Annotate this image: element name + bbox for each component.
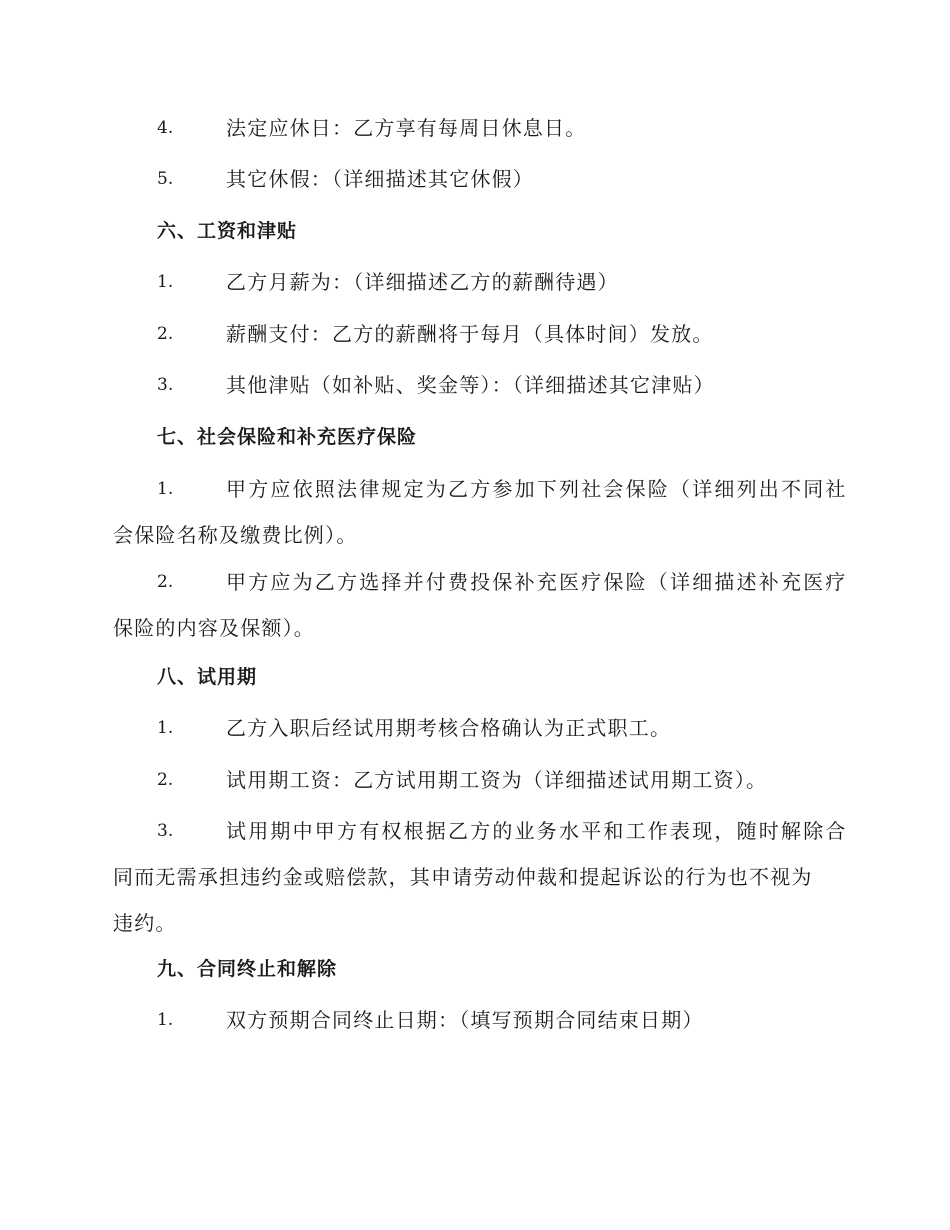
item-number: 1. bbox=[157, 479, 174, 499]
item-text: 其它休假：（详细描述其它休假） bbox=[226, 167, 534, 191]
item-text: 乙方入职后经试用期考核合格确认为正式职工。 bbox=[226, 716, 672, 740]
section-heading: 七、社会保险和补充医疗保险 bbox=[157, 426, 418, 448]
item-text: 法定应休日：乙方享有每周日休息日。 bbox=[226, 116, 587, 140]
item-number: 5. bbox=[157, 169, 174, 189]
item-number: 3. bbox=[157, 821, 174, 841]
item-text: 试用期工资：乙方试用期工资为（详细描述试用期工资）。 bbox=[226, 768, 768, 792]
item-number: 2. bbox=[157, 770, 174, 790]
item-text: 薪酬支付：乙方的薪酬将于每月（具体时间）发放。 bbox=[226, 322, 714, 346]
item-number: 3. bbox=[157, 375, 174, 395]
item-text: 乙方月薪为：（详细描述乙方的薪酬待遇） bbox=[226, 270, 619, 294]
item-number: 1. bbox=[157, 1010, 174, 1030]
section-heading: 九、合同终止和解除 bbox=[157, 958, 338, 980]
item-text-line: 甲方应依照法律规定为乙方参加下列社会保险（详细列出不同社 bbox=[226, 477, 848, 501]
item-text-line: 保险的内容及保额）。 bbox=[113, 616, 315, 640]
item-number: 1. bbox=[157, 272, 174, 292]
item-text-line: 甲方应为乙方选择并付费投保补充医疗保险（详细描述补充医疗 bbox=[226, 570, 848, 594]
item-number: 2. bbox=[157, 572, 174, 592]
item-text-line: 违约。 bbox=[113, 911, 177, 935]
section-heading: 六、工资和津贴 bbox=[157, 220, 298, 242]
item-text: 其他津贴（如补贴、奖金等）：（详细描述其它津贴） bbox=[226, 373, 715, 397]
item-number: 1. bbox=[157, 718, 174, 738]
item-text-line: 同而无需承担违约金或赔偿款，其申请劳动仲裁和提起诉讼的行为也不视为 bbox=[113, 865, 813, 889]
item-number: 2. bbox=[157, 324, 174, 344]
item-text-line: 试用期中甲方有权根据乙方的业务水平和工作表现，随时解除合 bbox=[226, 819, 848, 843]
item-number: 4. bbox=[157, 118, 174, 138]
section-heading: 八、试用期 bbox=[157, 666, 258, 688]
item-text: 双方预期合同终止日期：（填写预期合同结束日期） bbox=[226, 1008, 704, 1032]
item-text-line: 会保险名称及缴费比例）。 bbox=[113, 523, 358, 547]
